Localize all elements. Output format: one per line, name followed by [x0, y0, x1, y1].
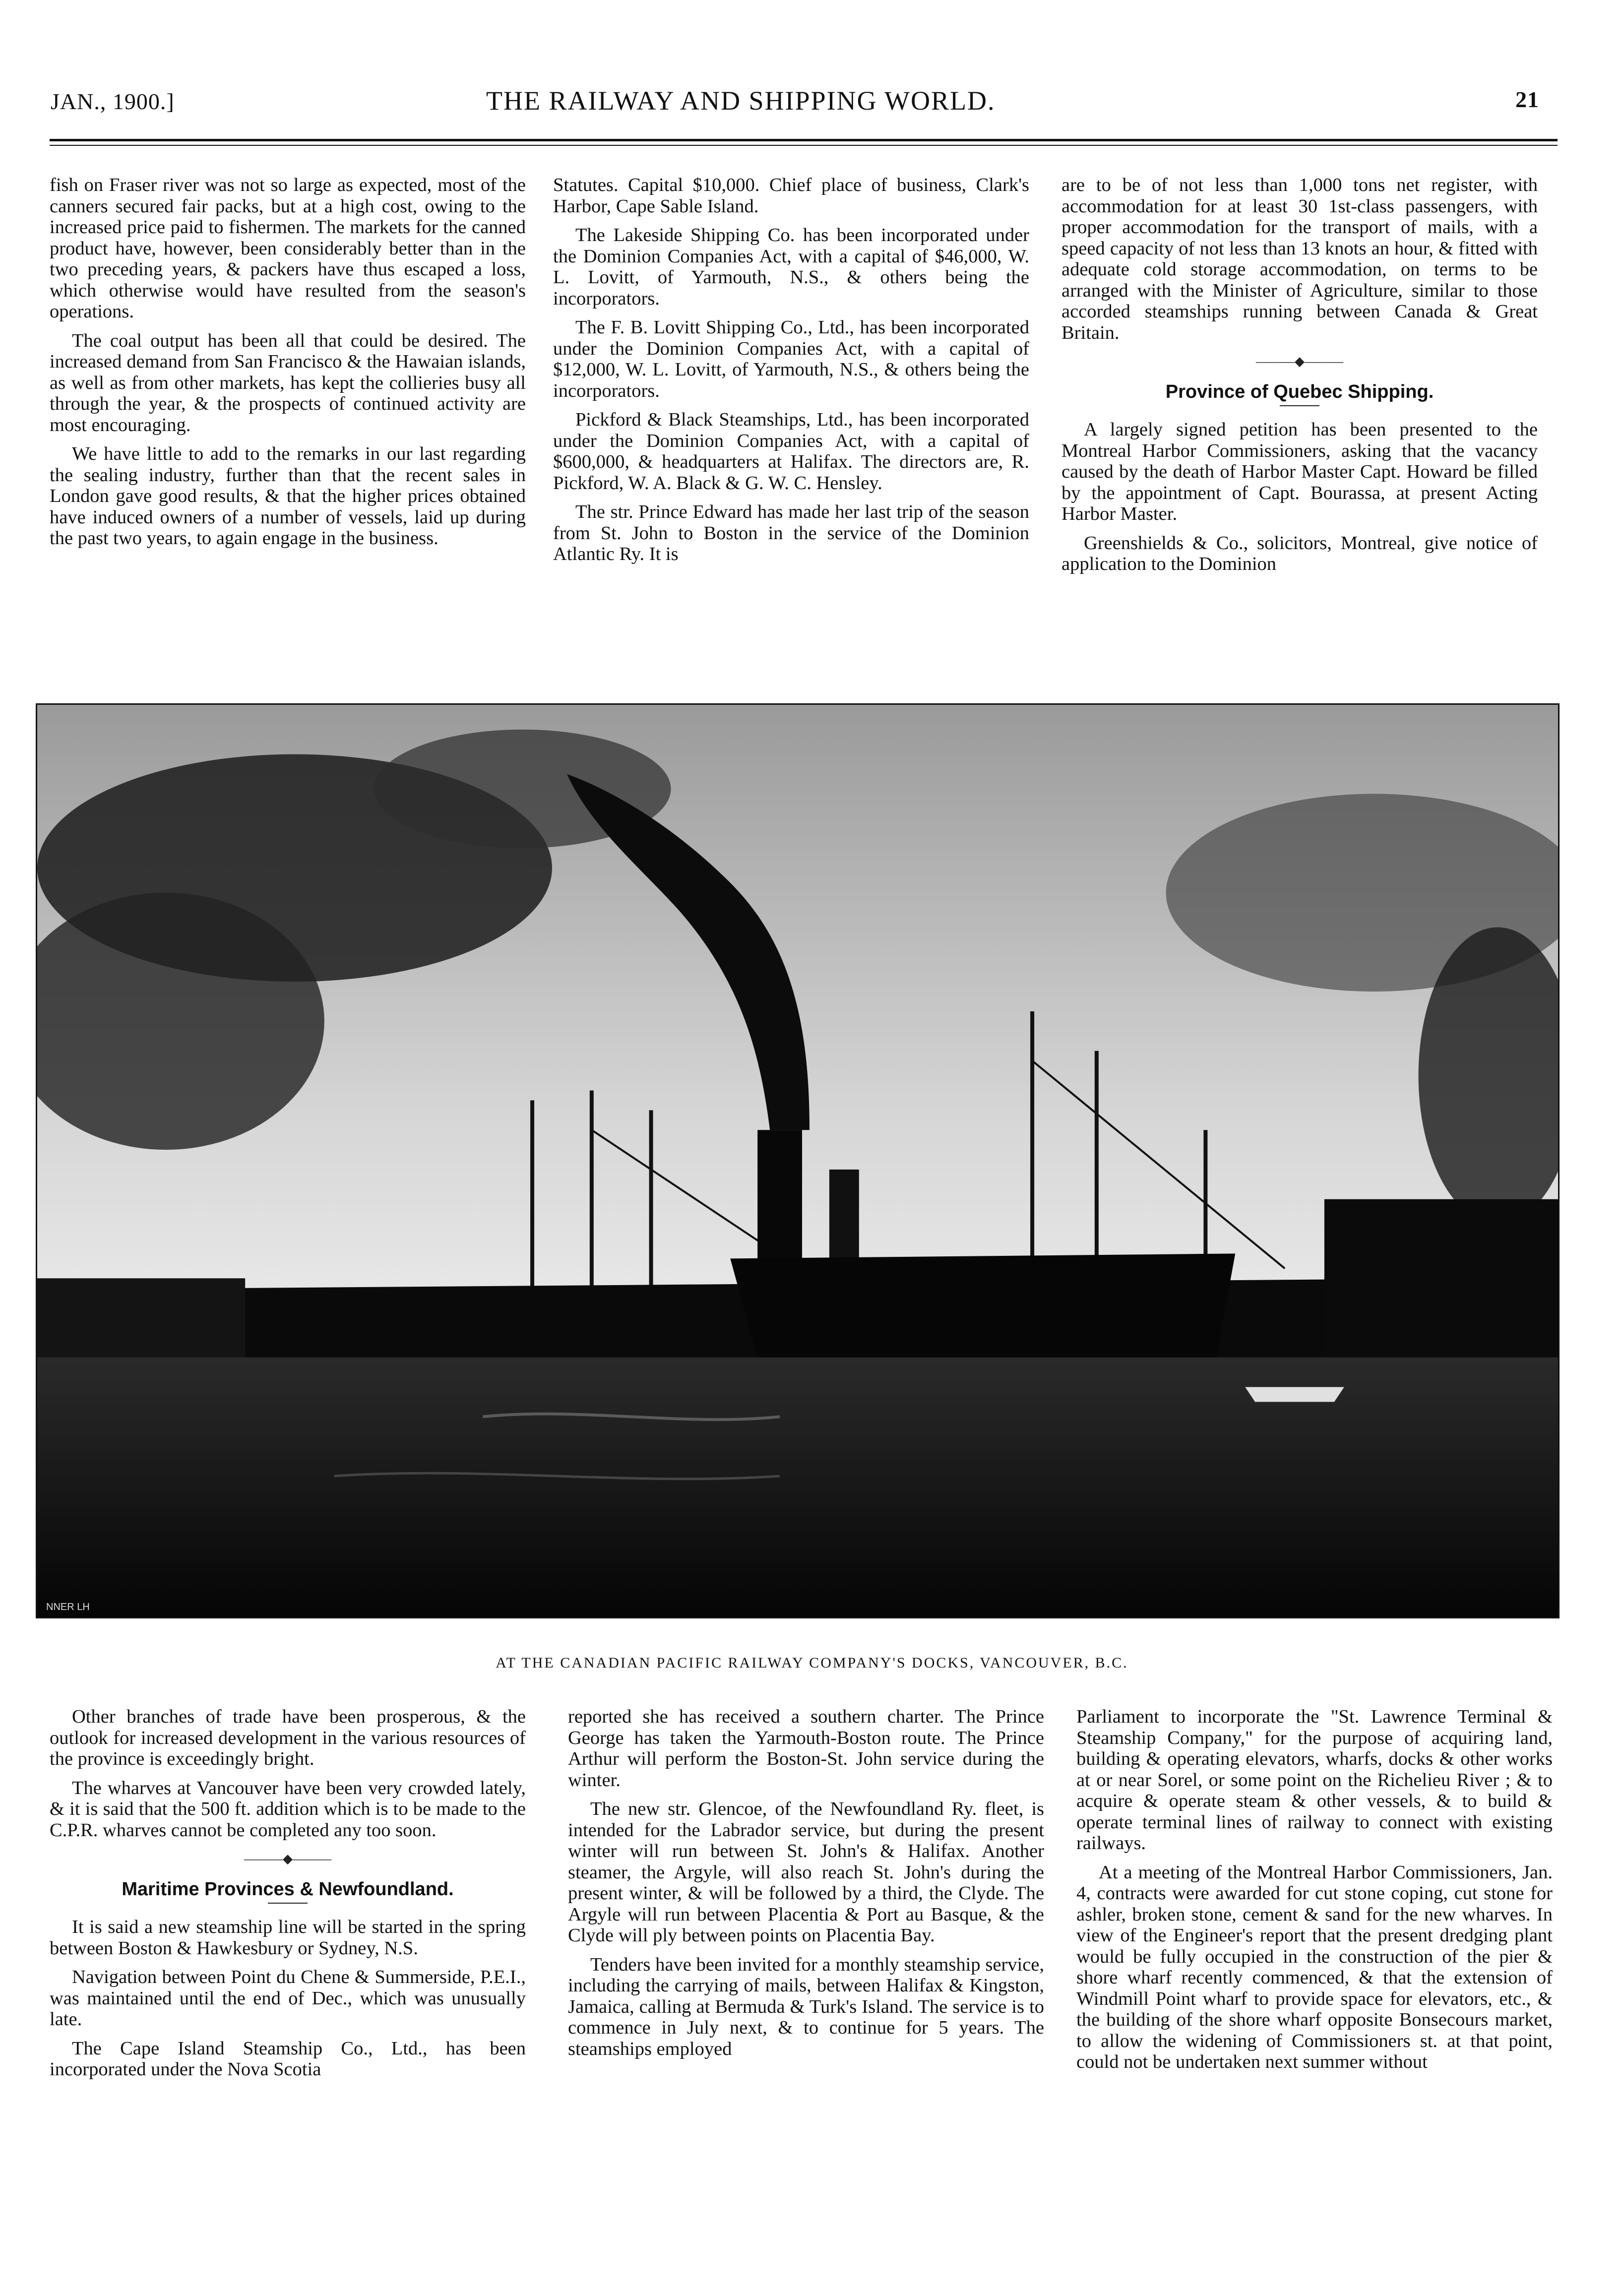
paragraph: fish on Fraser river was not so large as expected, most of the canners secured fair packs, but at a high cost, owing to the increased price paid to fishermen. The markets for the canned product have, however, been considerably better than in the two preceding years, & packers have thus escaped a loss, which otherwise would have resulted from the season's operations.: [50, 175, 526, 322]
header-rule-thick: [50, 139, 1558, 141]
issue-date: JAN., 1900.]: [51, 89, 175, 114]
paragraph: We have little to add to the remarks in our last regarding the sealing industry, further than that the recent sales in London gave good results, & that the higher prices obtained have induced owners of a number of vessels, laid up during the past two years, to again engage in the business.: [50, 443, 526, 549]
heading-rule: [1280, 405, 1319, 406]
paragraph: The Cape Island Steamship Co., Ltd., has been incorporated under the Nova Scotia: [50, 2038, 526, 2080]
header-rule-thin: [50, 145, 1558, 146]
photo-caption: AT THE CANADIAN PACIFIC RAILWAY COMPANY'S DOCKS, VANCOUVER, B.C.: [496, 1655, 1128, 1671]
paragraph: Greenshields & Co., solicitors, Montreal, give notice of application to the Dominion: [1062, 532, 1538, 574]
paragraph: Navigation between Point du Chene & Summerside, P.E.I., was maintained until the end of Dec., which was unusually late.: [50, 1967, 526, 2030]
paragraph: The new str. Glencoe, of the Newfoundland Ry. fleet, is intended for the Labrador service, but during the present winter will run between St. John's & Halifax. Another steamer, the Argyle, will also reach St. John's during the present winter, & will be followed by a third, the Clyde. The Argyle will run between Placentia & Port au Basque, & the Clyde will ply between points on Placentia Bay.: [568, 1798, 1044, 1946]
bottom-column-3: [1076, 1706, 1553, 2081]
ornament-divider: ———◆———: [1256, 354, 1343, 369]
section-heading: Province of Quebec Shipping.: [1165, 381, 1434, 402]
top-column-1: [50, 175, 526, 557]
paragraph: It is said a new steamship line will be started in the spring between Boston & Hawkesbury or Sydney, N.S.: [50, 1917, 526, 1959]
paragraph: Parliament to incorporate the "St. Lawrence Terminal & Steamship Company," for the purpose of acquiring land, building & operating elevators, wharfs, docks & other works at or near Sorel, or some point on the Richelieu River ; & to acquire & operate steam & other vessels, & to build & operate terminal lines of railway to connect with existing railways.: [1076, 1706, 1553, 1854]
section-heading: Maritime Provinces & Newfoundland.: [122, 1878, 454, 1900]
paragraph: Statutes. Capital $10,000. Chief place of business, Clark's Harbor, Cape Sable Island.: [553, 175, 1029, 217]
harbor-photograph: [36, 703, 1560, 1618]
engraver-mark: NNER LH: [46, 1602, 90, 1612]
harbor-photo-illustration: [37, 705, 1558, 1617]
paragraph: are to be of not less than 1,000 tons net register, with accommodation for at least 30 1st-class passengers, with proper accommodation for the transport of mails, with a speed capacity of not less than 13 knots an hour, & fitted with adequate cold storage accommodation, on terms to be arranged with the Minister of Agriculture, similar to those accorded steamships running between Canada & Great Britain.: [1062, 175, 1538, 343]
paragraph: Pickford & Black Steamships, Ltd., has been incorporated under the Dominion Companies Act, with a capital of $600,000, & headquarters at Halifax. The directors are, R. Pickford, W. A. Black & G. W. C. Hensley.: [553, 409, 1029, 494]
paragraph: The coal output has been all that could be desired. The increased demand from San Francisco & the Hawaian islands, as well as from other markets, has kept the collieries busy all through the year, & the prospects of continued activity are most encouraging.: [50, 330, 526, 435]
heading-rule: [268, 1903, 308, 1904]
paragraph: Tenders have been invited for a monthly steamship service, including the carrying of mails, between Halifax & Kingston, Jamaica, calling at Bermuda & Turk's Island. The service is to commence in July next, & to continue for 5 years. The steamships employed: [568, 1954, 1044, 2059]
top-column-2: [553, 175, 1029, 573]
paragraph: reported she has received a southern charter. The Prince George has taken the Yarmouth-Boston route. The Prince Arthur will perform the Boston-St. John service during the winter.: [568, 1706, 1044, 1791]
paragraph: The str. Prince Edward has made her last trip of the season from St. John to Boston in the service of the Dominion Atlantic Ry. It is: [553, 501, 1029, 564]
top-column-3: [1062, 175, 1538, 583]
bottom-column-1: [50, 1706, 526, 2088]
paragraph: The Lakeside Shipping Co. has been incorporated under the Dominion Companies Act, with a capital of $46,000, W. L. Lovitt, of Yarmouth, N.S., & others being the incorporators.: [553, 225, 1029, 309]
paragraph: The wharves at Vancouver have been very crowded lately, & it is said that the 500 ft. addition which is to be made to the C.P.R. wharves cannot be completed any too soon.: [50, 1777, 526, 1841]
paragraph: At a meeting of the Montreal Harbor Commissioners, Jan. 4, contracts were awarded for cut stone coping, cut stone for ashler, broken stone, cement & sand for the new wharves. In view of the Engineer's report that the present dredging plant would be fully occupied in the construction of the pier & shore wharf recently commenced, & that the extension of Windmill Point wharf to provide space for elevators, etc., & the building of the shore wharf opposite Bonsecours market, to allow the widening of Commissioners st. at that point, could not be undertaken next summer without: [1076, 1861, 1553, 2072]
paragraph: Other branches of trade have been prosperous, & the outlook for increased development in the various resources of the province is exceedingly bright.: [50, 1706, 526, 1769]
journal-title: THE RAILWAY AND SHIPPING WORLD.: [486, 86, 996, 116]
paragraph: The F. B. Lovitt Shipping Co., Ltd., has been incorporated under the Dominion Companies Act, with a capital of $12,000, W. L. Lovitt, of Yarmouth, N.S., & others being the incorporators.: [553, 317, 1029, 401]
bottom-column-2: [568, 1706, 1044, 2067]
page-number: 21: [1515, 87, 1539, 112]
ornament-divider: ———◆———: [244, 1852, 331, 1866]
paragraph: A largely signed petition has been presented to the Montreal Harbor Commissioners, asking that the vacancy caused by the death of Harbor Master Capt. Howard be filled by the appointment of Capt. Bourassa, at present Acting Harbor Master.: [1062, 419, 1538, 524]
